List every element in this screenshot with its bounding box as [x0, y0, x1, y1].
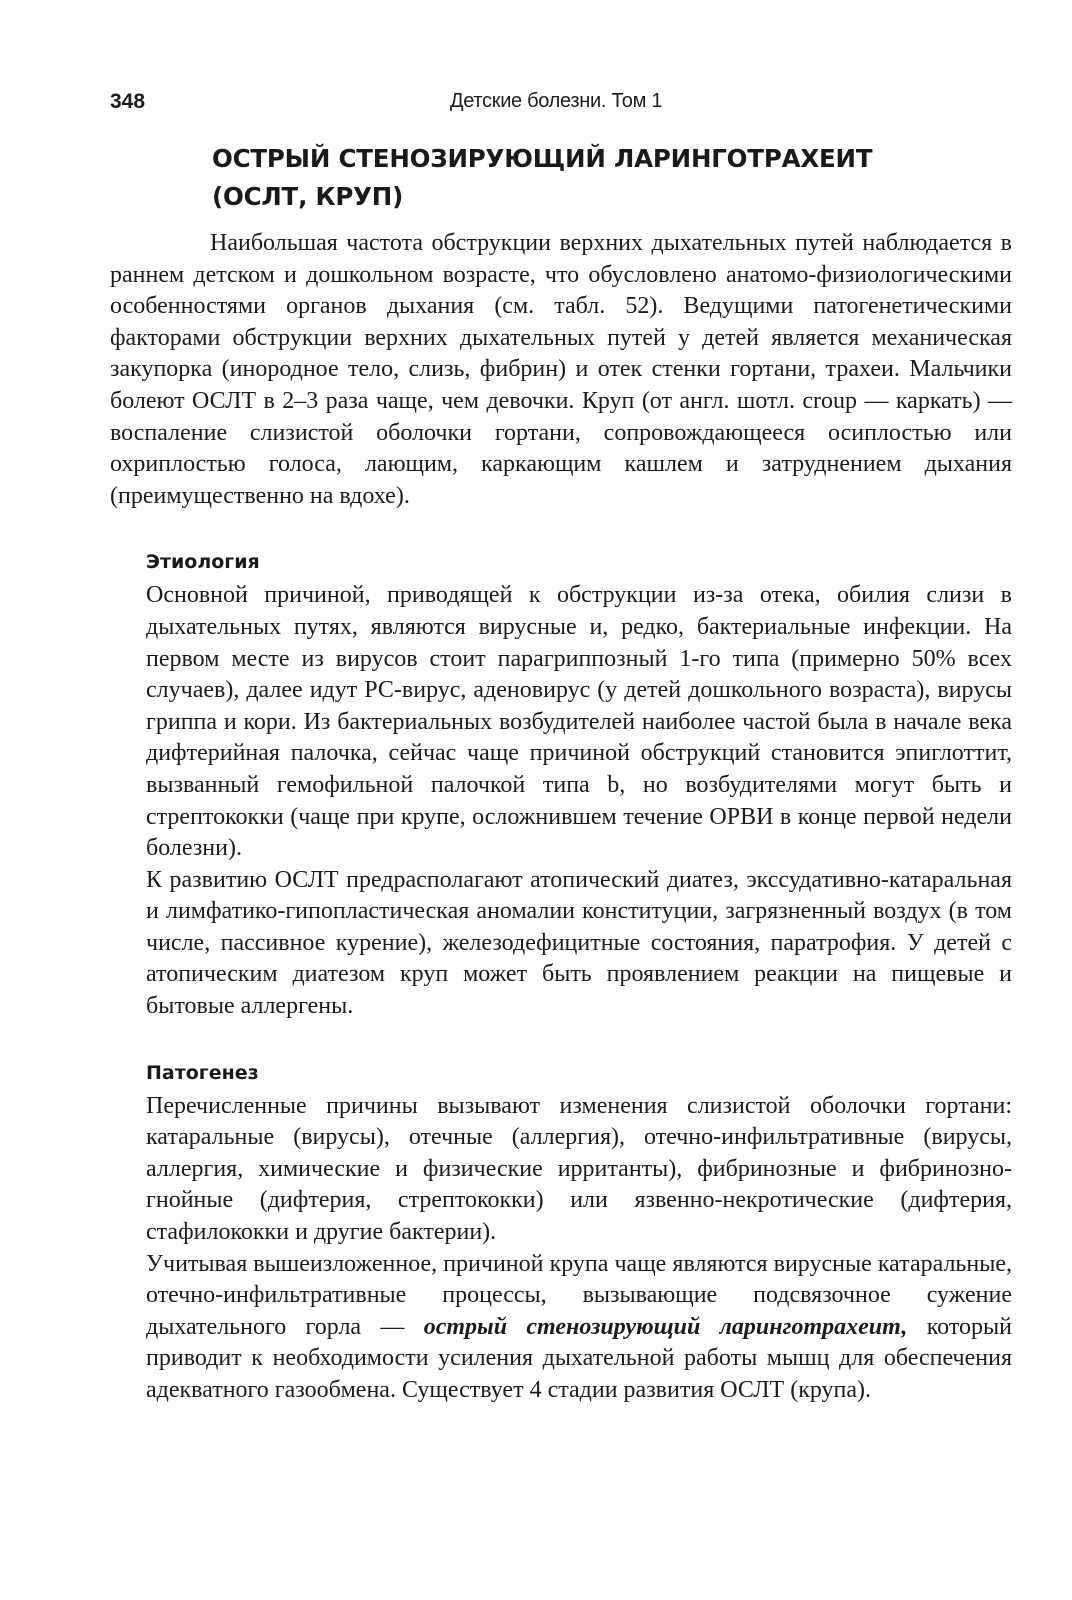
chapter-title: [212, 140, 1012, 216]
etiology-paragraph-2: К развитию ОСЛТ предрасполагают атопический диатез, экссудативно-катаральная и лимфатико-гипопластическая аномалии конституции, загрязненный воздух (в том числе, пассивное курение), железодефицитные состояния, паратрофия. У детей с атопическим диатезом круп может быть проявлением реакции на пищевые и бытовые аллергены.: [146, 866, 1012, 1020]
pathogenesis-heading: Патогенез: [146, 1061, 259, 1084]
pathogenesis-paragraph-1: Перечисленные причины вызывают изменения слизистой оболочки гортани: катаральные (вирусы), отечные (аллергия), отечно-инфильтративные (вирусы, аллергия, химические и физические ирританты), фибринозные и фибринозно-гнойные (дифтерия, стрептококки) или язвенно-некротические (дифтерия, стафилококки и другие бактерии).: [146, 1092, 1012, 1246]
chapter-title-line-2: (ОСЛТ, КРУП): [212, 182, 404, 211]
pathogenesis-p2-after: который приводит к необходимости усиления дыхательной работы мышц для обеспечения адекватного газообмена. Существует 4 стадии развития ОСЛТ (крупа).: [146, 1313, 1012, 1403]
chapter-title-line-1: ОСТРЫЙ СТЕНОЗИРУЮЩИЙ ЛАРИНГОТРАХЕИТ: [212, 144, 873, 173]
pathogenesis-p2-emphasis: острый стенозирующий ларинготрахеит,: [423, 1313, 908, 1340]
etiology-paragraph-1: Основной причиной, приводящей к обструкции из-за отека, обилия слизи в дыхательных путях, являются вирусные и, редко, бактериальные инфекции. На первом месте из вирусов стоит парагриппозный 1-го типа (примерно 50% всех случаев), далее идут РС-вирус, аденовирус (у детей дошкольного возраста), вирусы гриппа и кори. Из бактериальных возбудителей наиболее частой была в начале века дифтерийная палочка, сейчас чаще причиной обструкций становится эпиглоттит, вызванный гемофильной палочкой типа b, но возбудителями могут быть и стрептококки (чаще при крупе, осложнившем течение ОРВИ в конце первой недели болезни).: [146, 582, 1012, 862]
running-head: [110, 88, 970, 118]
pathogenesis-p2-before: Учитывая вышеизложенное, причиной крупа чаще являются вирусные катаральные, отечно-инфильтративные процессы, вызывающие подсвязочное сужение дыхательного горла —: [146, 1250, 1012, 1340]
pathogenesis-paragraph-2: [110, 1249, 1012, 1407]
intro-paragraph: Наибольшая частота обструкции верхних дыхательных путей наблюдается в раннем детском и дошкольном возрасте, что обусловлено анатомо-физиологическими особенностями органов дыхания (см. табл. 52). Ведущими патогенетическими факторами обструкции верхних дыхательных путей у детей является механическая закупорка (инородное тело, слизь, фибрин) и отек стенки гортани, трахеи. Мальчики болеют ОСЛТ в 2–3 раза чаще, чем девочки. Круп (от англ. шотл. croup — каркать) — воспаление слизистой оболочки гортани, сопровождающееся осиплостью или охриплостью голоса, лающим, каркающим кашлем и затруднением дыхания (преимущественно на вдохе).: [110, 230, 1012, 509]
book-title: Детские болезни. Том 1: [450, 90, 663, 112]
etiology-heading: Этиология: [146, 551, 260, 574]
page-number: 348: [110, 90, 146, 113]
page-body: [110, 228, 1012, 1407]
